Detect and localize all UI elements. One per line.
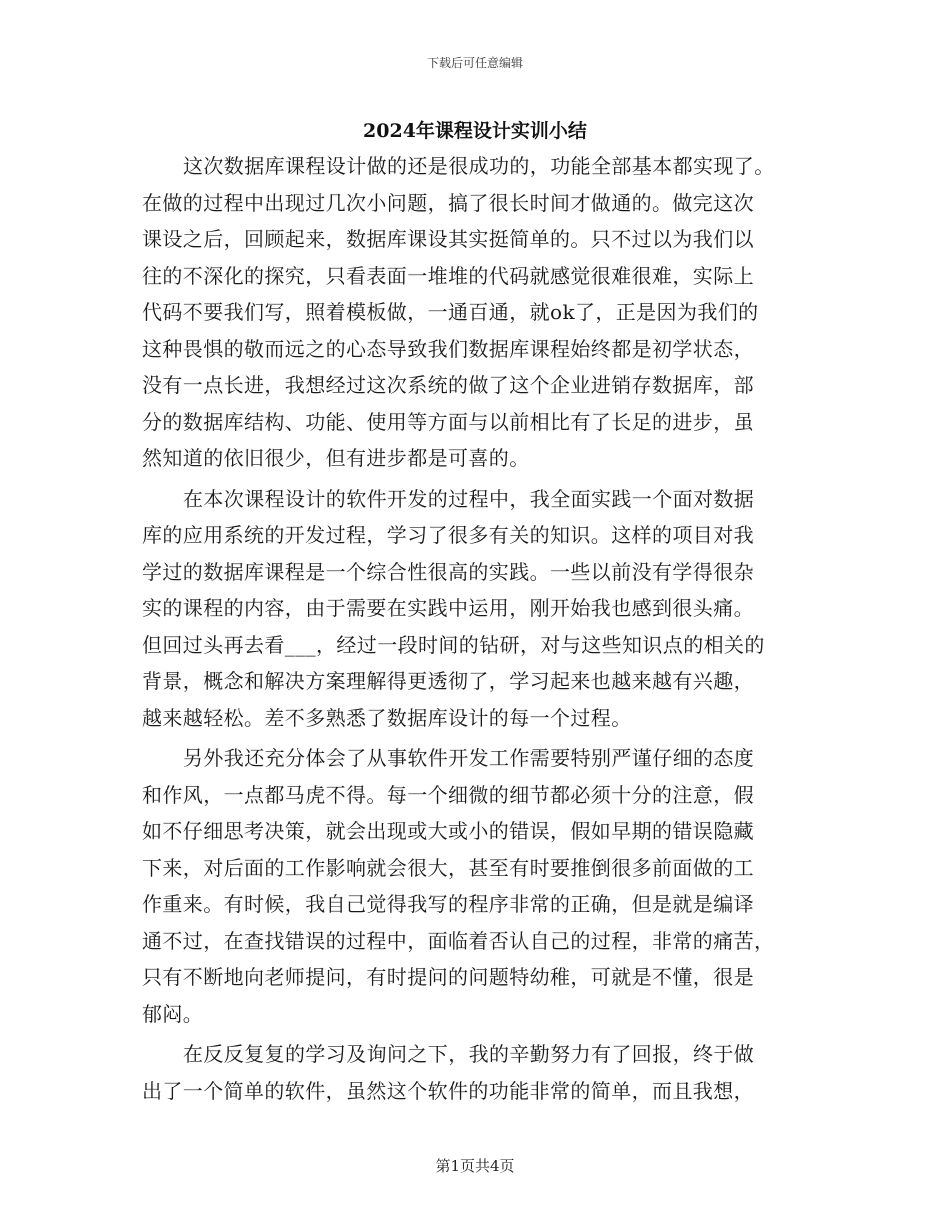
paragraph [142, 740, 810, 1032]
text-line: 库的应用系统的开发过程，学习了很多有关的知识。这样的项目对我 [142, 523, 754, 547]
text-line: 学过的数据库课程是一个综合性很高的实践。一些以前没有学得很杂 [142, 559, 754, 584]
text-line: 在本次课程设计的软件开发的过程中，我全面实践一个面对数据 [183, 486, 755, 511]
text-line: 越来越轻松。差不多熟悉了数据库设计的每一个过程。 [142, 705, 632, 730]
text-line: 在做的过程中出现过几次小问题，搞了很长时间才做通的。做完这次 [142, 190, 754, 215]
text-line: 然知道的依旧很少，但有进步都是可喜的。 [142, 446, 530, 470]
paragraph [142, 1036, 810, 1109]
text-line: 另外我还充分体会了从事软件开发工作需要特别严谨仔细的态度 [183, 746, 755, 770]
text-line: 背景，概念和解决方案理解得更透彻了，学习起来也越来越有兴趣， [142, 669, 754, 693]
text-line: 和作风，一点都马虎不得。每一个细微的细节都必须十分的注意，假 [142, 782, 754, 807]
text-line: 这种畏惧的敬而远之的心态导致我们数据库课程始终都是初学状态， [142, 336, 754, 361]
text-line: 出了一个简单的软件，虽然这个软件的功能非常的简单，而且我想， [142, 1078, 754, 1103]
text-line: 实的课程的内容，由于需要在实践中运用，刚开始我也感到很头痛。 [142, 596, 754, 620]
text-line: 如不仔细思考决策，就会出现或大或小的错误，假如早期的错误隐藏 [142, 819, 754, 843]
text-line: 通不过，在查找错误的过程中，面临着否认自己的过程，非常的痛苦， [142, 928, 775, 953]
text-line: 但回过头再去看___，经过一段时间的钻研，对与这些知识点的相关的 [142, 632, 765, 657]
paragraph [142, 148, 810, 477]
text-line: 分的数据库结构、功能、使用等方面与以前相比有了长足的进步，虽 [142, 409, 754, 434]
text-line: 往的不深化的探究，只看表面一堆堆的代码就感觉很难很难，实际上 [142, 263, 754, 288]
page-number: 第1页共4页 [435, 1157, 515, 1175]
text-line: 代码不要我们写，照着模板做，一通百通，就ok了，正是因为我们的 [142, 300, 759, 324]
text-line: 作重来。有时候，我自己觉得我写的程序非常的正确，但是就是编译 [142, 892, 754, 916]
document-title: 2024年课程设计实训小结 [363, 120, 587, 142]
document-body [142, 148, 810, 1109]
header-note: 下载后可任意编辑 [426, 56, 523, 70]
text-line: 只有不断地向老师提问，有时提问的问题特幼稚，可就是不懂，很是 [142, 965, 754, 989]
text-line: 下来，对后面的工作影响就会很大，甚至有时要推倒很多前面做的工 [142, 855, 754, 880]
text-line: 没有一点长进，我想经过这次系统的做了这个企业进销存数据库，部 [142, 373, 754, 397]
text-line: 课设之后，回顾起来，数据库课设其实挺简单的。只不过以为我们以 [142, 227, 754, 251]
paragraph [142, 481, 810, 737]
text-line: 这次数据库课程设计做的还是很成功的，功能全部基本都实现了。 [183, 154, 775, 178]
text-line: 在反反复复的学习及询问之下，我的辛勤努力有了回报，终于做 [183, 1042, 755, 1066]
text-line: 郁闷。 [142, 1001, 204, 1026]
